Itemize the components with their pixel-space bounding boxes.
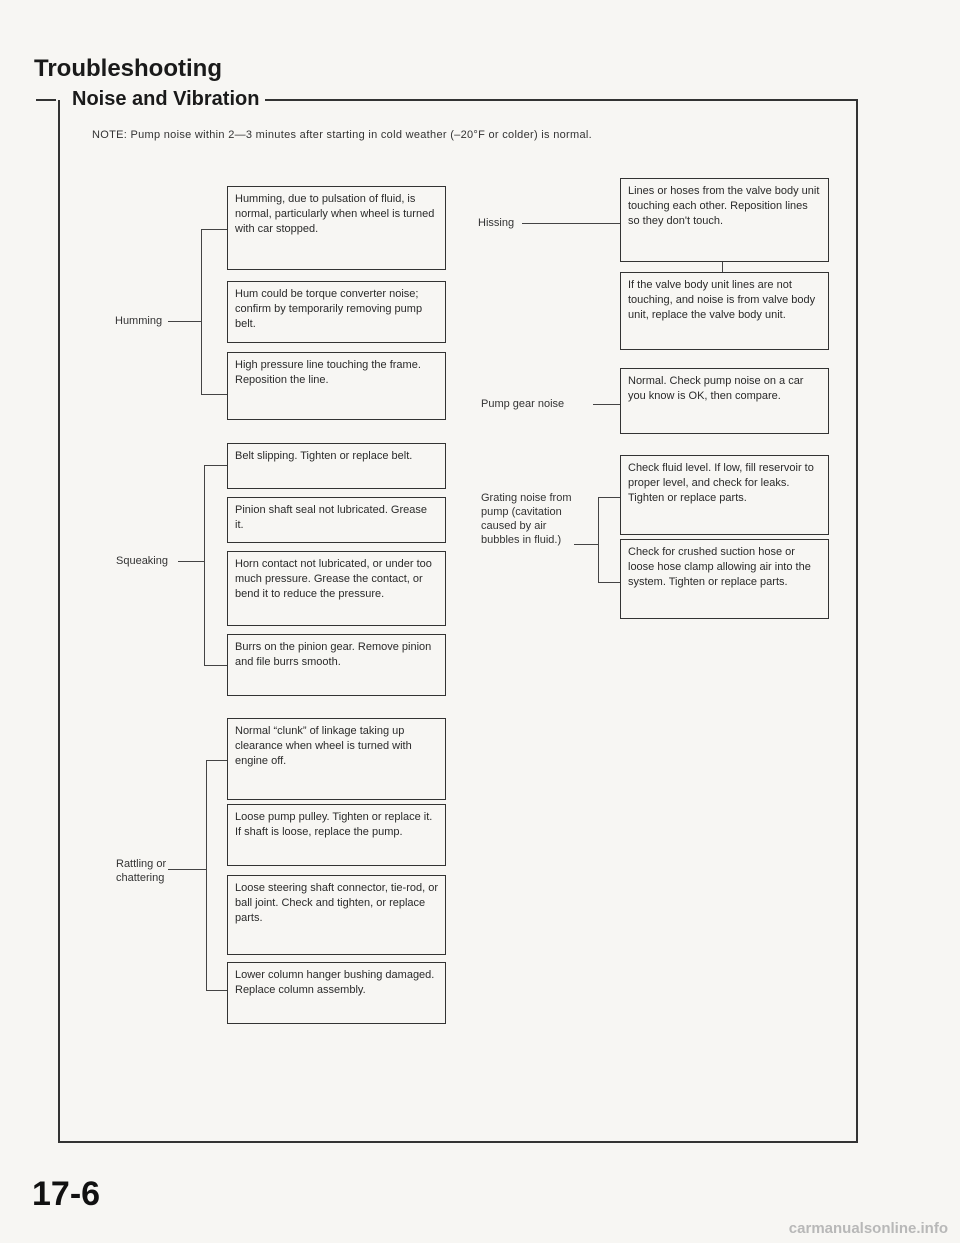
- symptom-rattling: Rattling or chattering: [116, 858, 167, 884]
- frame-divider: [58, 1141, 858, 1143]
- connector-line: [204, 465, 227, 466]
- symptom-squeaking: Squeaking: [116, 555, 168, 567]
- frame-divider: [36, 99, 56, 101]
- symptom-hissing: Hissing: [478, 217, 515, 229]
- cause-box: Loose steering shaft connector, tie-rod, or ball joint. Check and tighten, or replace parts.: [227, 875, 446, 955]
- cause-box: Check for crushed suction hose or loose hose clamp allowing air into the system. Tighten or replace parts.: [620, 539, 829, 619]
- connector-line: [206, 990, 227, 991]
- connector-line: [598, 497, 599, 582]
- connector-line: [722, 262, 723, 272]
- cause-box: Horn contact not lubricated, or under too much pressure. Grease the contact, or bend it to reduce the pressure.: [227, 551, 446, 626]
- frame-divider: [58, 100, 60, 1142]
- frame-divider: [856, 100, 858, 1142]
- cause-box: If the valve body unit lines are not touching, and noise is from valve body unit, replace the valve body unit.: [620, 272, 829, 350]
- connector-line: [168, 321, 201, 322]
- cause-box: Pinion shaft seal not lubricated. Grease it.: [227, 497, 446, 543]
- symptom-pump-gear: Pump gear noise: [481, 398, 565, 410]
- connector-line: [201, 229, 227, 230]
- connector-line: [522, 223, 620, 224]
- connector-line: [206, 760, 207, 990]
- page-title: Troubleshooting: [34, 55, 222, 82]
- connector-line: [201, 229, 202, 394]
- connector-line: [201, 394, 227, 395]
- symptom-humming: Humming: [115, 315, 163, 327]
- cause-box: High pressure line touching the frame. Reposition the line.: [227, 352, 446, 420]
- cause-box: Burrs on the pinion gear. Remove pinion and file burrs smooth.: [227, 634, 446, 696]
- connector-line: [204, 665, 227, 666]
- connector-line: [593, 404, 620, 405]
- connector-line: [204, 465, 205, 665]
- cause-box: Humming, due to pulsation of fluid, is normal, particularly when wheel is turned with car stopped.: [227, 186, 446, 270]
- connector-line: [598, 582, 620, 583]
- note-text: NOTE: Pump noise within 2—3 minutes after starting in cold weather (–20°F or colder) is normal.: [92, 129, 592, 141]
- cause-box: Loose pump pulley. Tighten or replace it. If shaft is loose, replace the pump.: [227, 804, 446, 866]
- section-title: Noise and Vibration: [66, 88, 265, 111]
- cause-box: Normal. Check pump noise on a car you know is OK, then compare.: [620, 368, 829, 434]
- watermark: carmanualsonline.info: [788, 1220, 948, 1237]
- page-number: 17-6: [32, 1175, 101, 1213]
- connector-line: [178, 561, 204, 562]
- cause-box: Belt slipping. Tighten or replace belt.: [227, 443, 446, 489]
- connector-line: [206, 760, 227, 761]
- symptom-grating: Grating noise from pump (cavitation caused by air bubbles in fluid.): [481, 492, 572, 546]
- cause-box: Check fluid level. If low, fill reservoir to proper level, and check for leaks. Tighten or replace parts.: [620, 455, 829, 535]
- connector-line: [574, 544, 598, 545]
- cause-box: Lower column hanger bushing damaged. Replace column assembly.: [227, 962, 446, 1024]
- connector-line: [168, 869, 206, 870]
- cause-box: Normal “clunk” of linkage taking up clearance when wheel is turned with engine off.: [227, 718, 446, 800]
- connector-line: [598, 497, 620, 498]
- frame-divider: [258, 99, 858, 101]
- cause-box: Hum could be torque converter noise; confirm by temporarily removing pump belt.: [227, 281, 446, 343]
- cause-box: Lines or hoses from the valve body unit touching each other. Reposition lines so they don't touch.: [620, 178, 829, 262]
